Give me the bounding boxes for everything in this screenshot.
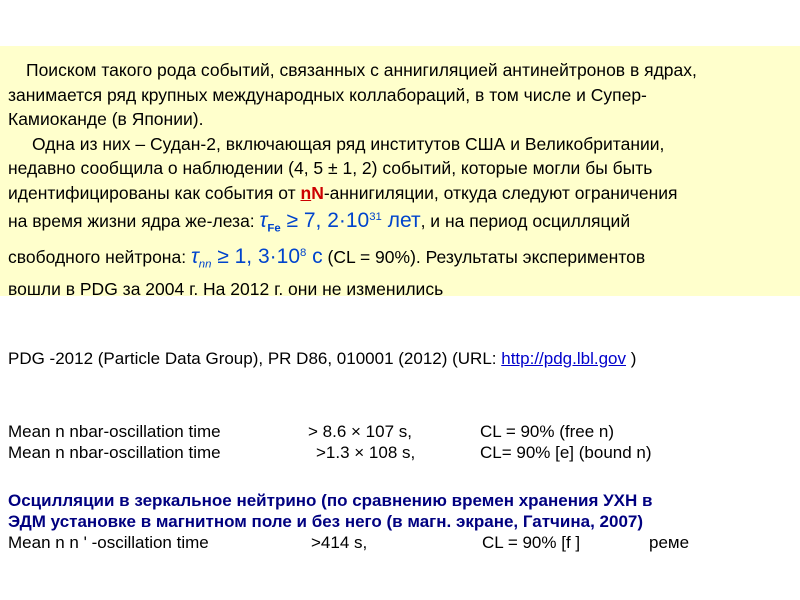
paragraph2-line6: вошли в PDG за 2004 г. На 2012 г. они не изменились <box>8 278 444 299</box>
text: -аннигиляции, откуда следуют ограничения <box>323 182 678 203</box>
mirror-section <box>8 490 798 553</box>
text: свободного нейтрона: <box>8 246 191 267</box>
pdg-text: PDG -2012 (Particle Data Group), PR D86, 010001 (2012) (URL: <box>8 349 502 368</box>
pdg-close: ) <box>626 349 637 368</box>
tau-fe-unit: лет <box>381 208 421 232</box>
N-symbol: N <box>311 182 324 203</box>
mirror-heading-line2: ЭДМ установке в магнитном поле и без него (в магн. экране, Гатчина, 2007) <box>8 512 644 531</box>
text: идентифицированы как события от <box>8 182 301 203</box>
tau-nn-value: ≥ 1, 3·10 <box>211 244 301 268</box>
results-table <box>8 421 798 463</box>
result-value: >1.3 × 108 s, <box>316 443 416 462</box>
mirror-heading-line1: Осцилляции в зеркальное нейтрино (по сравнению времен хранения УХН в <box>8 491 653 510</box>
mirror-label: Mean n n ' -oscillation time <box>8 533 209 552</box>
mirror-cl: CL = 90% [f ] <box>482 533 581 552</box>
mirror-value: >414 s, <box>311 533 368 552</box>
text: , и на период осцилляций <box>420 210 631 231</box>
summary-box <box>0 46 800 299</box>
paragraph2-line3 <box>8 181 792 206</box>
text: на время жизни ядра же-леза: <box>8 210 260 231</box>
tau-nn-sub: nn <box>198 258 212 271</box>
paragraph2-line5 <box>8 241 792 277</box>
tau-nn-exp: 8 <box>300 246 307 259</box>
result-cl: CL= 90% [e] (bound n) <box>480 443 652 462</box>
tau-fe-sub: Fe <box>267 222 281 235</box>
result-value: > 8.6 × 107 s, <box>308 422 412 441</box>
result-row <box>8 442 798 463</box>
tau-fe-exp: 31 <box>369 211 382 223</box>
tau-nn-symbol: τ <box>190 244 199 268</box>
mirror-row <box>8 532 798 553</box>
result-row <box>8 421 798 442</box>
paragraph2-line1: Одна из них – Судан-2, включающая ряд институтов США и Великобритании, <box>32 133 665 154</box>
tau-fe-value: ≥ 7, 2·10 <box>280 208 370 232</box>
tau-nn-unit: с <box>306 244 323 268</box>
text: (CL = 90%). Результаты экспериментов <box>322 246 646 267</box>
tau-fe-symbol: τ <box>259 208 268 232</box>
n-symbol: n <box>300 182 312 203</box>
mirror-extra: реме <box>649 533 690 552</box>
result-label: Mean n nbar-oscillation time <box>8 443 221 462</box>
pdg-link[interactable]: http://pdg.lbl.gov <box>501 349 626 368</box>
pdg-reference <box>8 348 636 369</box>
paragraph2-line4 <box>8 205 792 241</box>
paragraph1-line2: занимается ряд крупных международных коллабораций, в том числе и Супер- <box>8 84 647 105</box>
paragraph2-line2: недавно сообщила о наблюдении (4, 5 ± 1, 2) событий, которые могли бы быть <box>8 158 653 178</box>
paragraph1-line3: Камиоканде (в Японии). <box>8 109 204 129</box>
result-label: Mean n nbar-oscillation time <box>8 422 221 441</box>
result-cl: CL = 90% (free n) <box>480 422 615 441</box>
paragraph1-line1: Поиском такого рода событий, связанных с аннигиляцией антинейтронов в ядрах, <box>26 60 697 80</box>
